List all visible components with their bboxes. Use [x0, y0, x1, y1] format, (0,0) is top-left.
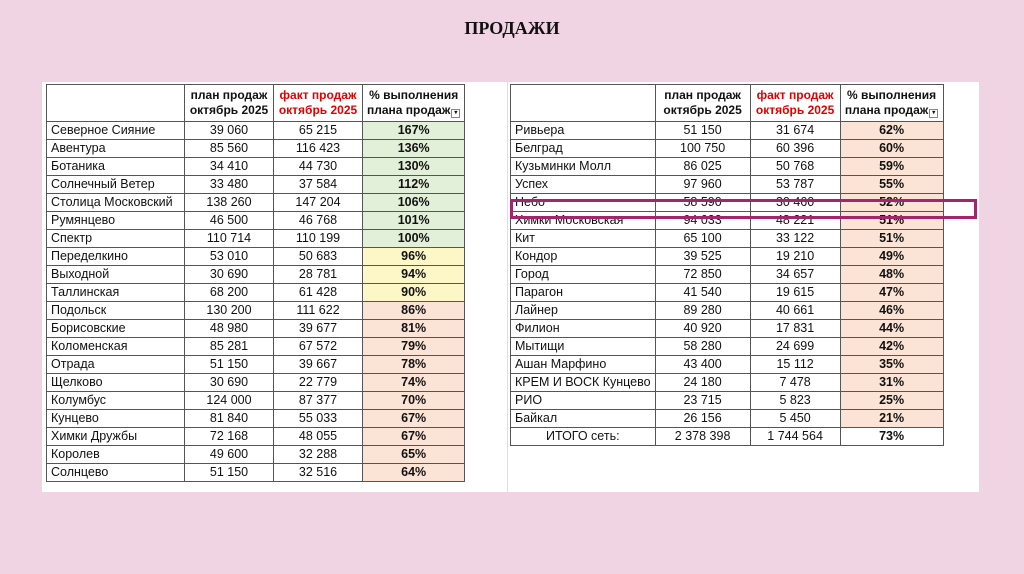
plan-value: 97 960	[655, 176, 750, 194]
filter-dropdown-icon[interactable]: ▾	[451, 109, 460, 118]
store-name: Лайнер	[511, 302, 656, 320]
pct-value: 79%	[363, 338, 465, 356]
table-row	[511, 302, 944, 320]
pct-value: 70%	[363, 392, 465, 410]
store-name: Колумбус	[47, 392, 185, 410]
plan-value: 39 060	[185, 122, 274, 140]
pct-value: 67%	[363, 428, 465, 446]
pct-value: 48%	[840, 266, 943, 284]
table-header-row	[47, 85, 465, 122]
pct-value: 112%	[363, 176, 465, 194]
pct-value: 167%	[363, 122, 465, 140]
fact-value: 50 683	[274, 248, 363, 266]
fact-value: 7 478	[750, 374, 840, 392]
plan-value: 85 560	[185, 140, 274, 158]
pct-value: 46%	[840, 302, 943, 320]
store-name: Таллинская	[47, 284, 185, 302]
table-row	[47, 122, 465, 140]
fact-value: 37 584	[274, 176, 363, 194]
store-name: Мытищи	[511, 338, 656, 356]
plan-value: 58 280	[655, 338, 750, 356]
plan-value: 72 168	[185, 428, 274, 446]
table-row	[47, 374, 465, 392]
store-name: Северное Сияние	[47, 122, 185, 140]
fact-header: факт продаж октябрь 2025	[274, 85, 363, 122]
table-row	[47, 176, 465, 194]
table-row	[47, 356, 465, 374]
pct-value: 51%	[840, 230, 943, 248]
fact-value: 33 122	[750, 230, 840, 248]
fact-value: 28 781	[274, 266, 363, 284]
table-row	[511, 230, 944, 248]
store-name: Спектр	[47, 230, 185, 248]
store-name: КРЕМ И ВОСК Кунцево	[511, 374, 656, 392]
store-name: Отрада	[47, 356, 185, 374]
filter-dropdown-icon[interactable]: ▾	[929, 109, 938, 118]
pct-value: 52%	[840, 194, 943, 212]
plan-value: 33 480	[185, 176, 274, 194]
fact-value: 34 657	[750, 266, 840, 284]
plan-value: 49 600	[185, 446, 274, 464]
pct-value: 31%	[840, 374, 943, 392]
plan-value: 89 280	[655, 302, 750, 320]
plan-value: 41 540	[655, 284, 750, 302]
store-name: Авентура	[47, 140, 185, 158]
fact-value: 40 661	[750, 302, 840, 320]
store-name: Щелково	[47, 374, 185, 392]
table-row	[47, 428, 465, 446]
table-row	[47, 392, 465, 410]
pct-value: 47%	[840, 284, 943, 302]
store-name: Ботаника	[47, 158, 185, 176]
right-sales-panel	[508, 82, 979, 492]
table-row	[47, 158, 465, 176]
fact-value: 44 730	[274, 158, 363, 176]
fact-value: 19 615	[750, 284, 840, 302]
fact-value: 50 768	[750, 158, 840, 176]
store-name: Кит	[511, 230, 656, 248]
plan-value: 85 281	[185, 338, 274, 356]
total-pct: 73%	[840, 428, 943, 446]
fact-value: 24 699	[750, 338, 840, 356]
store-name: Кунцево	[47, 410, 185, 428]
total-row	[511, 428, 944, 446]
plan-header: план продаж октябрь 2025	[185, 85, 274, 122]
pct-value: 25%	[840, 392, 943, 410]
fact-value: 5 823	[750, 392, 840, 410]
pct-value: 136%	[363, 140, 465, 158]
plan-header: план продаж октябрь 2025	[655, 85, 750, 122]
store-name: Коломенская	[47, 338, 185, 356]
plan-value: 110 714	[185, 230, 274, 248]
plan-value: 30 690	[185, 266, 274, 284]
table-row	[47, 320, 465, 338]
fact-value: 87 377	[274, 392, 363, 410]
plan-value: 34 410	[185, 158, 274, 176]
table-row	[47, 284, 465, 302]
store-name: Выходной	[47, 266, 185, 284]
pct-value: 74%	[363, 374, 465, 392]
table-row	[47, 230, 465, 248]
fact-value: 5 450	[750, 410, 840, 428]
plan-value: 48 980	[185, 320, 274, 338]
plan-value: 40 920	[655, 320, 750, 338]
table-row	[511, 248, 944, 266]
plan-value: 51 150	[185, 464, 274, 482]
fact-value: 17 831	[750, 320, 840, 338]
pct-value: 65%	[363, 446, 465, 464]
left-sales-panel	[42, 82, 507, 492]
plan-value: 65 100	[655, 230, 750, 248]
table-row	[511, 284, 944, 302]
plan-value: 30 690	[185, 374, 274, 392]
total-fact: 1 744 564	[750, 428, 840, 446]
store-name: Химки Московская	[511, 212, 656, 230]
pct-header[interactable]: % выполнения плана продаж ▾	[840, 85, 943, 122]
store-name: Байкал	[511, 410, 656, 428]
store-name: Успех	[511, 176, 656, 194]
fact-value: 32 288	[274, 446, 363, 464]
store-name: Филион	[511, 320, 656, 338]
table-row	[47, 140, 465, 158]
right-sales-table	[510, 84, 944, 446]
table-row	[47, 194, 465, 212]
fact-header: факт продаж октябрь 2025	[750, 85, 840, 122]
table-row	[47, 410, 465, 428]
plan-value: 46 500	[185, 212, 274, 230]
plan-value: 24 180	[655, 374, 750, 392]
pct-value: 55%	[840, 176, 943, 194]
table-row	[511, 338, 944, 356]
table-row	[511, 374, 944, 392]
plan-value: 86 025	[655, 158, 750, 176]
pct-value: 64%	[363, 464, 465, 482]
table-row	[47, 266, 465, 284]
store-name: Ривьера	[511, 122, 656, 140]
store-name: Подольск	[47, 302, 185, 320]
fact-value: 60 396	[750, 140, 840, 158]
fact-value: 39 677	[274, 320, 363, 338]
store-header	[511, 85, 656, 122]
store-name: Парагон	[511, 284, 656, 302]
pct-value: 49%	[840, 248, 943, 266]
pct-value: 101%	[363, 212, 465, 230]
plan-value: 23 715	[655, 392, 750, 410]
table-row	[511, 176, 944, 194]
plan-value: 43 400	[655, 356, 750, 374]
store-name: Кузьминки Молл	[511, 158, 656, 176]
fact-value: 19 210	[750, 248, 840, 266]
pct-value: 94%	[363, 266, 465, 284]
fact-value: 110 199	[274, 230, 363, 248]
store-name: Борисовские	[47, 320, 185, 338]
store-name: Переделкино	[47, 248, 185, 266]
table-row	[511, 266, 944, 284]
total-label: ИТОГО сеть:	[511, 428, 656, 446]
plan-value: 124 000	[185, 392, 274, 410]
table-header-row	[511, 85, 944, 122]
pct-value: 90%	[363, 284, 465, 302]
plan-value: 26 156	[655, 410, 750, 428]
store-name: Королев	[47, 446, 185, 464]
fact-value: 48 221	[750, 212, 840, 230]
fact-value: 67 572	[274, 338, 363, 356]
pct-value: 96%	[363, 248, 465, 266]
table-row	[47, 248, 465, 266]
pct-value: 51%	[840, 212, 943, 230]
plan-value: 81 840	[185, 410, 274, 428]
fact-value: 147 204	[274, 194, 363, 212]
fact-value: 111 622	[274, 302, 363, 320]
store-name: Столица Московский	[47, 194, 185, 212]
pct-value: 100%	[363, 230, 465, 248]
plan-value: 72 850	[655, 266, 750, 284]
table-row	[511, 212, 944, 230]
pct-value: 81%	[363, 320, 465, 338]
pct-header[interactable]: % выполнения плана продаж ▾	[363, 85, 465, 122]
page-title: ПРОДАЖИ	[464, 18, 560, 38]
table-row	[511, 392, 944, 410]
fact-value: 61 428	[274, 284, 363, 302]
store-name: Солнечный Ветер	[47, 176, 185, 194]
plan-value: 130 200	[185, 302, 274, 320]
pct-value: 106%	[363, 194, 465, 212]
fact-value: 39 667	[274, 356, 363, 374]
pct-value: 78%	[363, 356, 465, 374]
fact-value: 46 768	[274, 212, 363, 230]
table-row	[47, 464, 465, 482]
store-name: Химки Дружбы	[47, 428, 185, 446]
left-sales-table	[46, 84, 465, 482]
table-row	[47, 446, 465, 464]
table-row	[47, 302, 465, 320]
store-name: Солнцево	[47, 464, 185, 482]
pct-value: 44%	[840, 320, 943, 338]
total-plan: 2 378 398	[655, 428, 750, 446]
fact-value: 30 460	[750, 194, 840, 212]
store-name: Ашан Марфино	[511, 356, 656, 374]
pct-value: 59%	[840, 158, 943, 176]
pct-value: 35%	[840, 356, 943, 374]
plan-value: 94 033	[655, 212, 750, 230]
pct-value: 67%	[363, 410, 465, 428]
store-name: Белград	[511, 140, 656, 158]
plan-value: 39 525	[655, 248, 750, 266]
fact-value: 55 033	[274, 410, 363, 428]
plan-value: 100 750	[655, 140, 750, 158]
store-name: Кондор	[511, 248, 656, 266]
table-row	[511, 356, 944, 374]
pct-value: 130%	[363, 158, 465, 176]
store-name: Город	[511, 266, 656, 284]
fact-value: 31 674	[750, 122, 840, 140]
fact-value: 116 423	[274, 140, 363, 158]
table-row	[511, 410, 944, 428]
store-name: Небо	[511, 194, 656, 212]
plan-value: 51 150	[655, 122, 750, 140]
table-row	[511, 158, 944, 176]
fact-value: 65 215	[274, 122, 363, 140]
store-name: РИО	[511, 392, 656, 410]
pct-value: 62%	[840, 122, 943, 140]
pct-value: 86%	[363, 302, 465, 320]
plan-value: 53 010	[185, 248, 274, 266]
plan-value: 68 200	[185, 284, 274, 302]
fact-value: 48 055	[274, 428, 363, 446]
table-row	[511, 122, 944, 140]
fact-value: 53 787	[750, 176, 840, 194]
table-row	[47, 212, 465, 230]
pct-value: 42%	[840, 338, 943, 356]
fact-value: 32 516	[274, 464, 363, 482]
pct-value: 21%	[840, 410, 943, 428]
pct-value: 60%	[840, 140, 943, 158]
plan-value: 58 590	[655, 194, 750, 212]
table-row	[511, 320, 944, 338]
table-row	[511, 140, 944, 158]
table-row	[511, 194, 944, 212]
store-header	[47, 85, 185, 122]
table-row	[47, 338, 465, 356]
plan-value: 51 150	[185, 356, 274, 374]
store-name: Румянцево	[47, 212, 185, 230]
fact-value: 22 779	[274, 374, 363, 392]
plan-value: 138 260	[185, 194, 274, 212]
fact-value: 15 112	[750, 356, 840, 374]
